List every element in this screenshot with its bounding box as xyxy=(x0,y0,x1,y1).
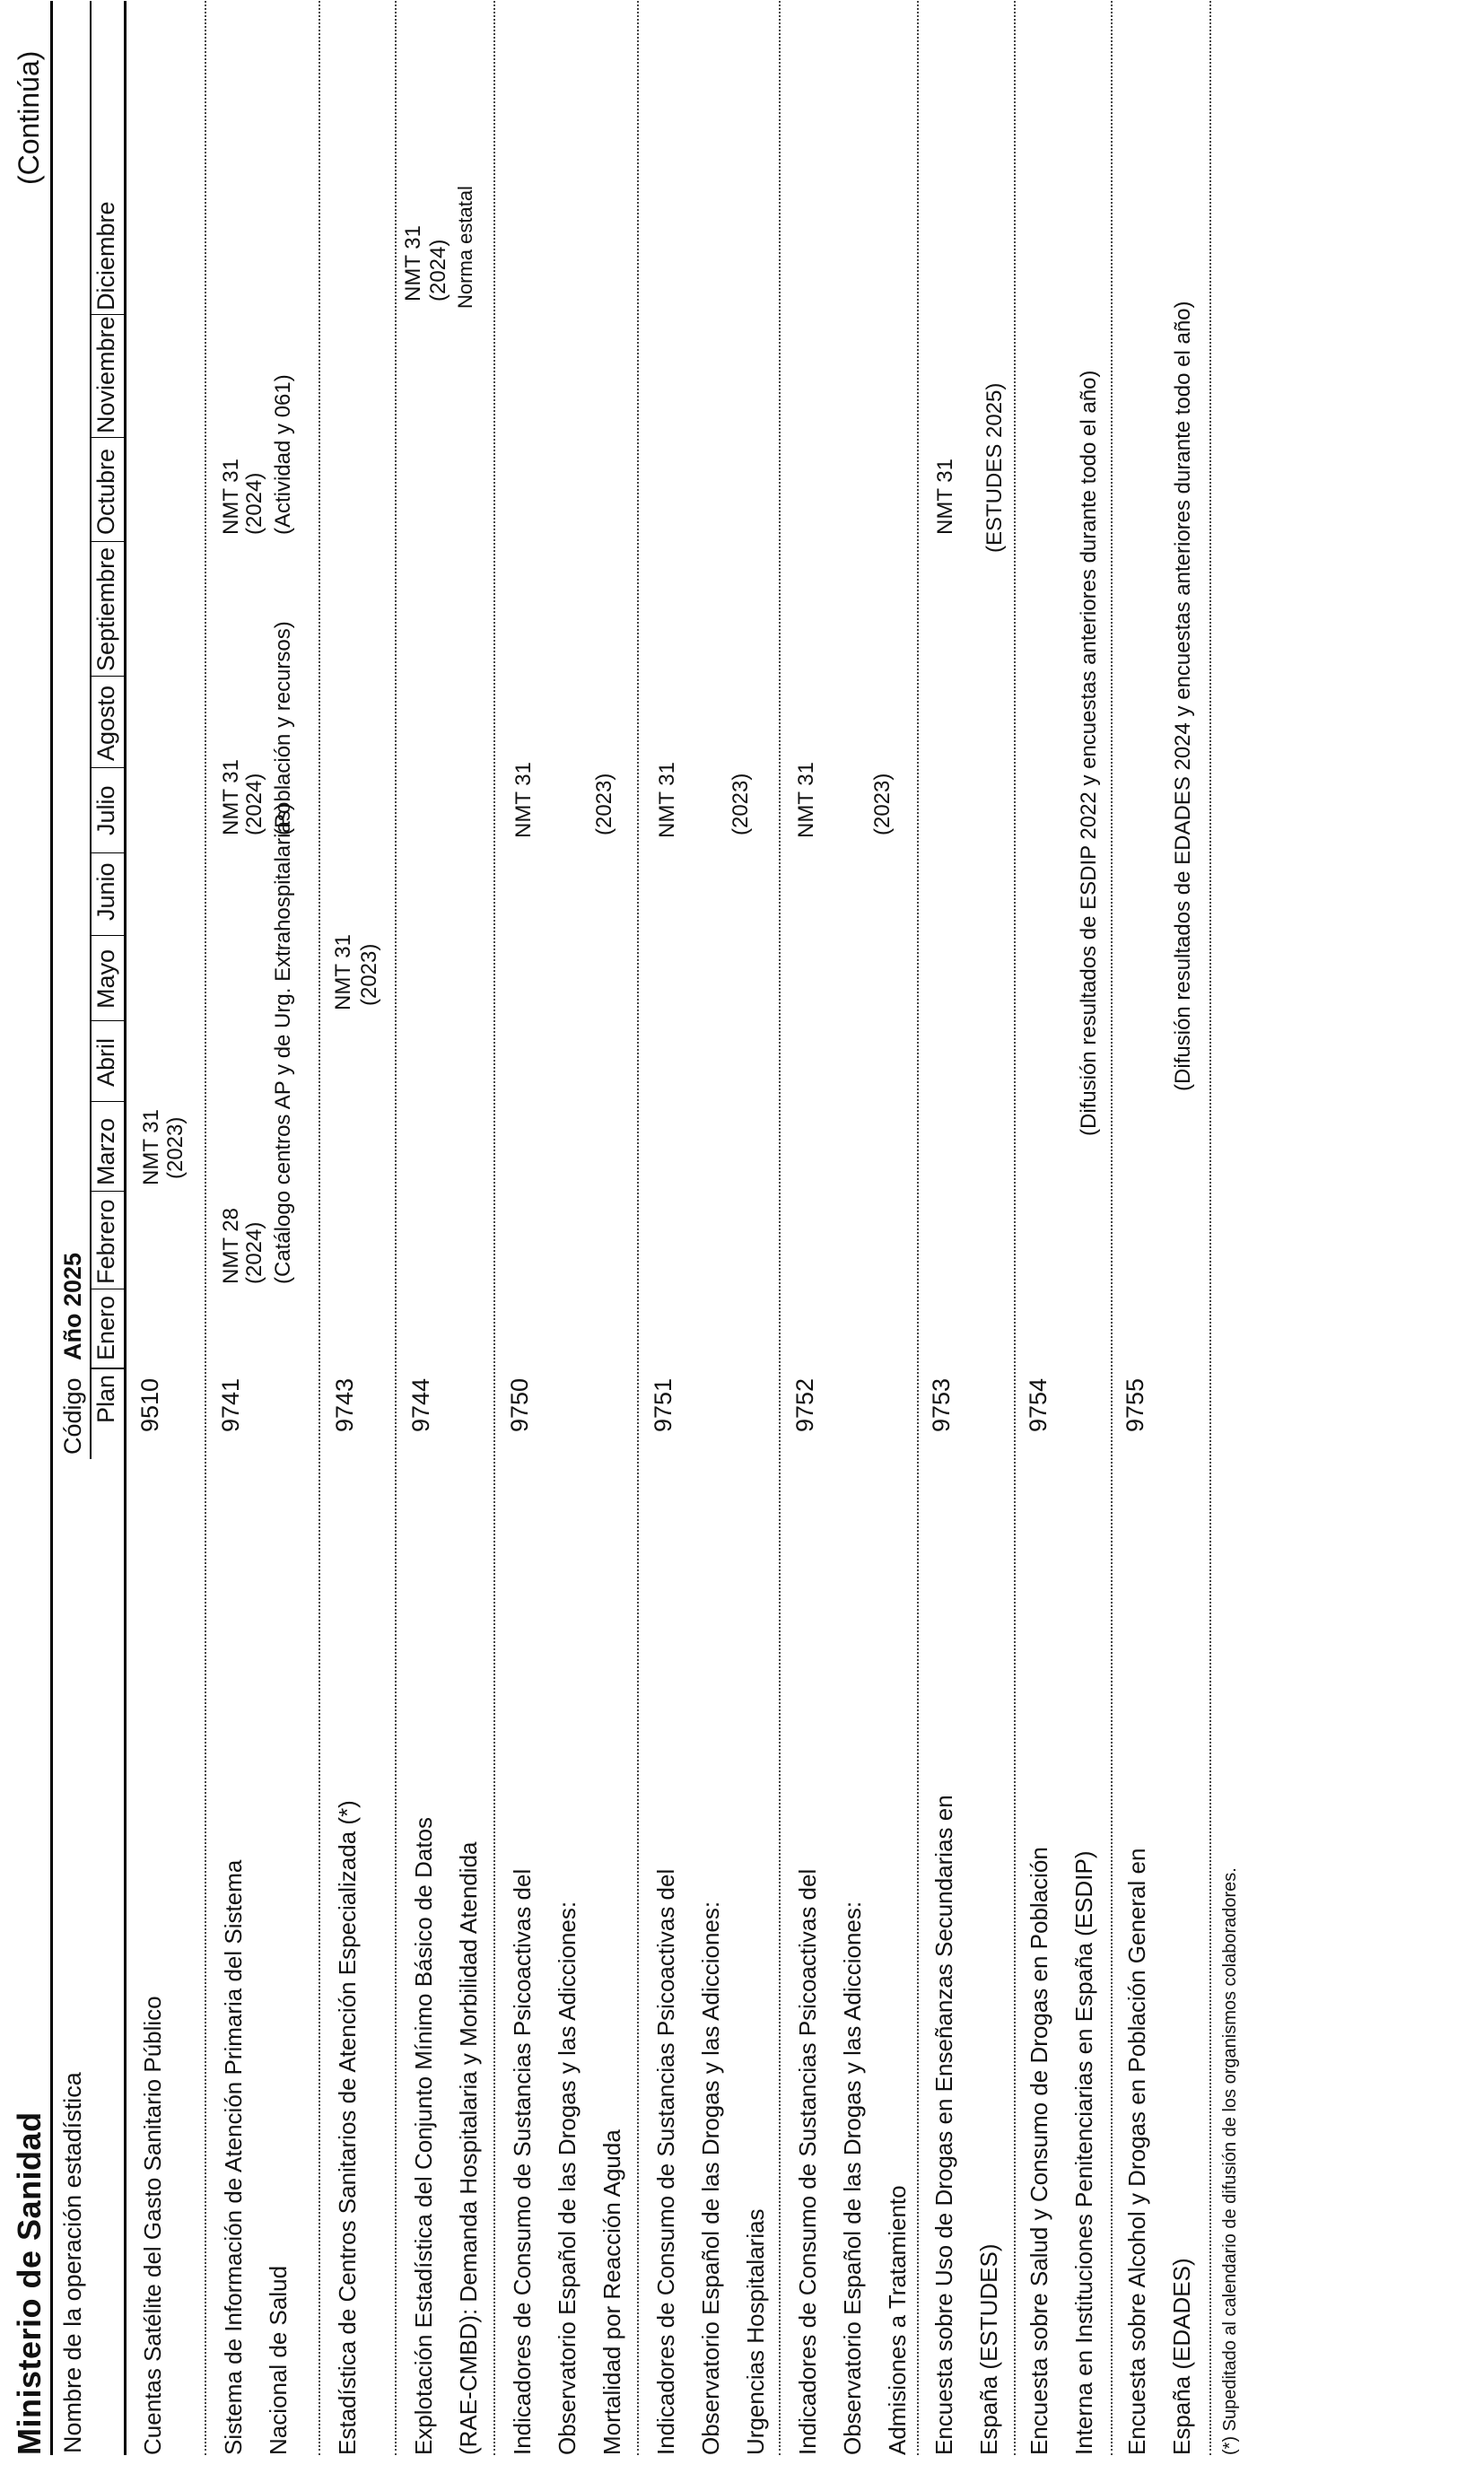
row-name-9750: Indicadores de Consumo de Sustancias Psicoactivas del Observatorio Español de las Drogas y las Adicciones: Mortalidad por Reacción Aguda xyxy=(509,1868,625,2455)
row-code: 9743 xyxy=(331,1377,358,1432)
release-note: (Población y recursos) xyxy=(271,621,295,835)
release-nmt: NMT 31 xyxy=(511,762,536,838)
release-nmt: NMT 31 xyxy=(219,459,243,535)
row-code: 9752 xyxy=(791,1377,818,1432)
release-year: (2024) xyxy=(242,472,266,535)
month-diciembre: Diciembre xyxy=(92,201,119,310)
row-code: 9751 xyxy=(650,1377,677,1432)
row-code: 9744 xyxy=(407,1377,434,1432)
month-marzo: Marzo xyxy=(92,1117,119,1185)
row-code: 9741 xyxy=(217,1377,244,1432)
month-divider xyxy=(90,1101,124,1102)
row-separator xyxy=(917,1,919,2455)
month-noviembre: Noviembre xyxy=(92,316,119,433)
release-year: (2023) xyxy=(357,943,381,1006)
row-name-9754: Encuesta sobre Salud y Consumo de Drogas en Población Interna en Instituciones Penitenciarias en España (ESDIP) xyxy=(1026,1847,1097,2455)
column-header-plan: Plan xyxy=(92,1374,119,1423)
release-note: Norma estatal xyxy=(454,186,476,309)
row-separator xyxy=(493,1,495,2455)
row-separator xyxy=(779,1,781,2455)
row-separator xyxy=(1209,1,1211,2455)
month-divider xyxy=(90,935,124,936)
release-year: (2024) xyxy=(426,239,450,302)
row-code: 9510 xyxy=(136,1377,163,1432)
release-note: (Difusión resultados de ESDIP 2022 y encuestas anteriores durante todo el año) xyxy=(1077,370,1101,1136)
row-name-9744: Explotación Estadística del Conjunto Mínimo Básico de Datos (RAE-CMBD): Demanda Hospitalaria y Morbilidad Atendida xyxy=(410,1816,482,2455)
month-octubre: Octubre xyxy=(92,448,119,535)
row-code: 9754 xyxy=(1025,1377,1052,1432)
release-year: (2023) xyxy=(592,773,616,835)
ministry-title: Ministerio de Sanidad xyxy=(11,2111,48,2455)
month-abril: Abril xyxy=(92,1037,119,1087)
month-junio: Junio xyxy=(92,862,119,921)
row-separator xyxy=(205,1,206,2455)
month-febrero: Febrero xyxy=(92,1199,119,1284)
release-year: (2023) xyxy=(163,1116,188,1179)
release-nmt: NMT 28 xyxy=(219,1208,243,1284)
release-year: (ESTUDES 2025) xyxy=(982,382,1007,553)
release-year: (2023) xyxy=(729,773,753,835)
row-separator xyxy=(319,1,320,2455)
month-agosto: Agosto xyxy=(92,685,119,761)
row-name-9755: Encuesta sobre Alcohol y Drogas en Población General en España (EDADES) xyxy=(1123,1848,1195,2455)
release-year: (2023) xyxy=(870,773,895,835)
release-note: (Difusión resultados de EDADES 2024 y encuestas anteriores durante todo el año) xyxy=(1171,301,1195,1091)
header-top-rule xyxy=(50,1,53,2455)
row-separator xyxy=(637,1,639,2455)
row-name-9743: Estadística de Centros Sanitarios de Atención Especializada (*) xyxy=(334,1800,361,2455)
row-separator xyxy=(395,1,397,2455)
release-year: (2024) xyxy=(242,773,266,835)
header-divider-code xyxy=(90,1368,124,1369)
month-divider xyxy=(90,767,124,768)
release-note: (Catálogo centros AP y de Urg. Extrahospitalarias) xyxy=(271,803,295,1284)
header-mid-rule xyxy=(90,1,92,1459)
row-name-9751: Indicadores de Consumo de Sustancias Psicoactivas del Observatorio Español de las Drogas y las Adicciones: Urgencias Hospitalarias xyxy=(652,1868,769,2455)
column-header-year: Año 2025 xyxy=(59,1252,86,1360)
month-divider xyxy=(90,1020,124,1021)
release-year: (2024) xyxy=(242,1221,266,1284)
header-bottom-rule xyxy=(124,1,127,2455)
column-header-name: Nombre de la operación estadística xyxy=(59,2072,86,2453)
footnote: (*) Supeditado al calendario de difusión de los organismos colaboradores. xyxy=(1220,1867,1240,2455)
row-code: 9750 xyxy=(506,1377,533,1432)
continuation-label: (Continúa) xyxy=(13,50,45,185)
month-divider xyxy=(90,676,124,677)
month-divider xyxy=(90,852,124,853)
month-divider xyxy=(90,437,124,438)
month-divider xyxy=(90,314,124,315)
release-nmt: NMT 31 xyxy=(219,759,243,835)
month-enero: Enero xyxy=(92,1295,119,1360)
row-name-9752: Indicadores de Consumo de Sustancias Psicoactivas del Observatorio Español de las Drogas y las Adicciones: Admisiones a Tratamiento xyxy=(794,1868,911,2455)
release-nmt: NMT 31 xyxy=(655,762,679,838)
month-mayo: Mayo xyxy=(92,948,119,1009)
row-name-9510: Cuentas Satélite del Gasto Sanitario Público xyxy=(139,1996,166,2455)
row-code: 9755 xyxy=(1122,1377,1148,1432)
column-header-code: Código xyxy=(59,1377,86,1455)
row-name-9741: Sistema de Información de Atención Primaria del Sistema Nacional de Salud xyxy=(220,1859,292,2455)
row-code: 9753 xyxy=(928,1377,955,1432)
row-name-9753: Encuesta sobre Uso de Drogas en Enseñanzas Secundarias en España (ESTUDES) xyxy=(930,1795,1002,2455)
release-note: (Actividad y 061) xyxy=(271,374,295,535)
release-nmt: NMT 31 xyxy=(933,459,957,535)
row-separator xyxy=(1111,1,1113,2455)
release-nmt: NMT 31 xyxy=(139,1109,163,1185)
month-divider xyxy=(90,541,124,542)
release-nmt: NMT 31 xyxy=(794,762,818,838)
month-divider xyxy=(90,1191,124,1192)
month-julio: Julio xyxy=(92,785,119,835)
row-separator xyxy=(1014,1,1016,2455)
release-nmt: NMT 31 xyxy=(331,934,355,1010)
release-nmt: NMT 31 xyxy=(401,225,425,302)
month-septiembre: Septiembre xyxy=(92,546,119,671)
